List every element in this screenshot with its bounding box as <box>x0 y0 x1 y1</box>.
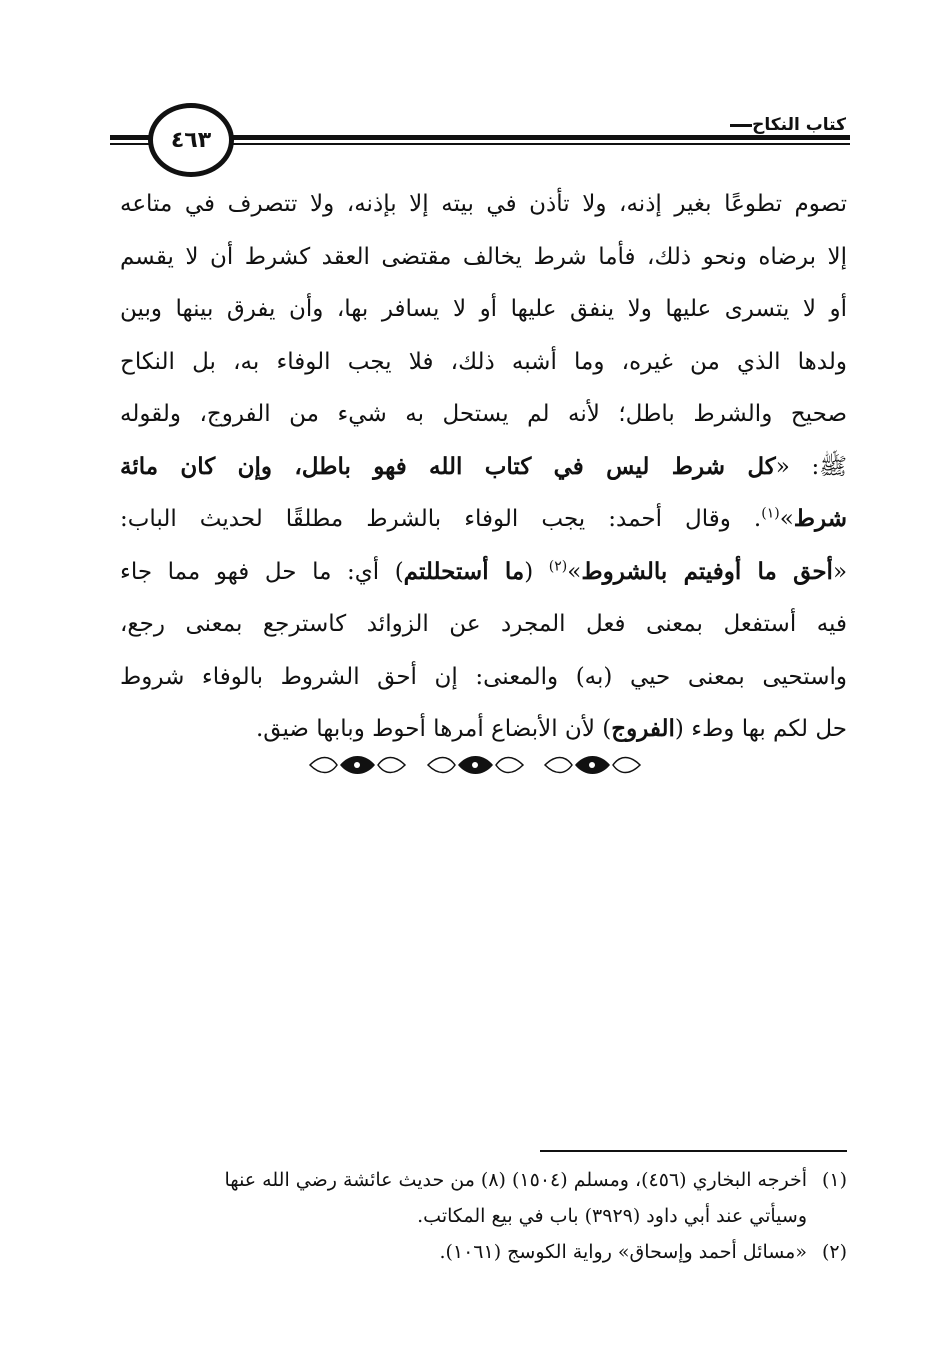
honorific: ﷺ <box>819 453 847 480</box>
text-fragment: » <box>567 558 582 585</box>
text-fragment: . وقال أحمد: يجب الوفاء بالشرط مطلقًا لحديث الباب: <box>120 506 762 532</box>
text-line-hadith <box>120 441 847 494</box>
title-dash <box>730 124 752 127</box>
floral-ornament-icon <box>305 750 410 780</box>
hadith-text-2: أحق ما أوفيتم بالشروط <box>581 557 833 585</box>
text-line <box>120 493 847 546</box>
footnote-number: (٢) <box>821 1241 847 1263</box>
footnote-1 <box>120 1162 847 1198</box>
hadith-word: الفروج <box>611 715 675 742</box>
text-fragment: ) أي: ما حل فهو مما جاء <box>120 558 404 585</box>
text-line <box>120 546 847 599</box>
text-line: واستحيى بمعنى حيي (به) والمعنى: إن أحق الشروط بالوفاء شروط <box>120 663 847 690</box>
text-line: أو لا يتسرى عليها ولا ينفق عليها أو لا يسافر بها، وأن يفرق بينها وبين <box>120 296 847 322</box>
page-header <box>110 95 850 185</box>
section-ornament <box>305 750 645 780</box>
footnote-2 <box>120 1234 847 1270</box>
footnote-number: (١) <box>821 1169 847 1191</box>
hadith-text-end: شرط <box>793 505 847 532</box>
text-fragment: حل لكم بها وطء ( <box>674 716 847 742</box>
text-line: إلا برضاه ونحو ذلك، فأما شرط يخالف مقتضى العقد كشرط أن لا يقسم <box>120 243 847 270</box>
floral-ornament-icon <box>423 750 528 780</box>
main-text <box>120 178 847 756</box>
text-line: فيه أستفعل بمعنى فعل المجرد عن الزوائد كاسترجع بمعنى رجع، <box>120 611 847 637</box>
text-line-last <box>120 703 847 756</box>
hadith-text: كل شرط ليس في كتاب الله فهو باطل، وإن كان مائة <box>120 452 776 480</box>
footnote-ref-1[interactable]: (١) <box>761 505 780 522</box>
text-fragment: ( <box>524 558 549 585</box>
text-line: ولدها الذي من غيره، وما أشبه ذلك، فلا يجب الوفاء به، بل النكاح <box>120 348 847 375</box>
floral-ornament-icon <box>540 750 645 780</box>
text-line: تصوم تطوعًا بغير إذنه، ولا تأذن في بيته إلا بإذنه، ولا تتصرف في متاعه <box>120 191 847 217</box>
text-fragment: « <box>832 558 847 585</box>
text-fragment: ) لأن الأبضاع أمرها أحوط وبابها ضيق. <box>256 716 612 742</box>
footnote-separator <box>540 1150 847 1152</box>
text-fragment: » <box>779 506 794 532</box>
footnotes <box>120 1162 847 1270</box>
footnote-ref-2[interactable]: (٢) <box>548 557 568 574</box>
footnote-1-continued: وسيأتي عند أبي داود (٣٩٢٩) باب في بيع المكاتب. <box>417 1205 807 1227</box>
chapter-title-text: كتاب النكاح <box>752 115 846 135</box>
footnote-text: أخرجه البخاري (٤٥٦)، ومسلم (١٥٠٤) (٨) من حديث عائشة رضي الله عنها <box>224 1169 807 1191</box>
page-number-badge <box>148 103 234 177</box>
chapter-title <box>714 115 850 135</box>
page-number: ٤٦٣ <box>170 127 212 153</box>
footnote-text: «مسائل أحمد وإسحاق» رواية الكوسج (١٠٦١). <box>439 1241 807 1263</box>
hadith-word: ما أستحللتم <box>403 557 525 585</box>
text-fragment: : « <box>775 453 820 480</box>
text-line: صحيح والشرط باطل؛ لأنه لم يستحل به شيء من الفروج، ولقوله <box>120 401 847 427</box>
